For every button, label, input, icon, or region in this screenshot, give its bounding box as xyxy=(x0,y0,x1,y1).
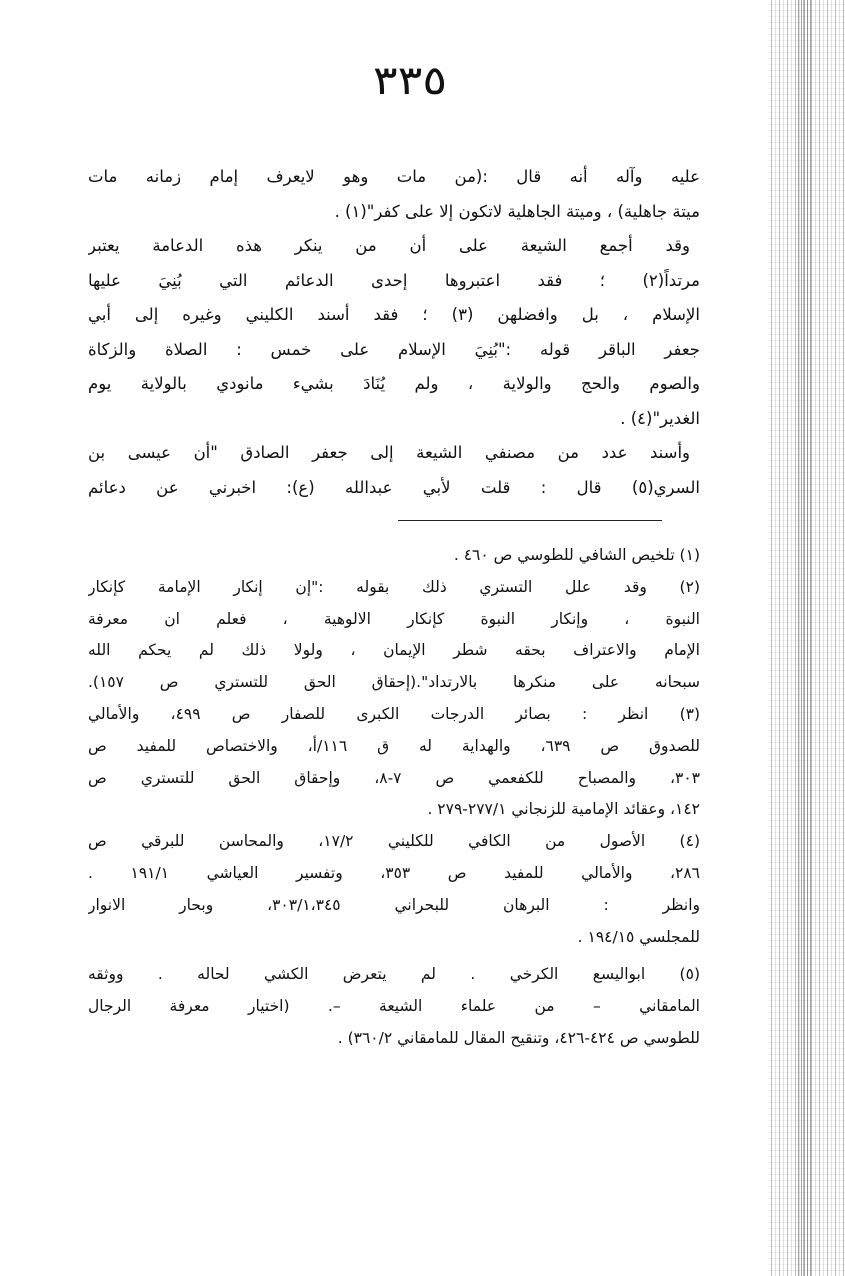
footnote-line: للمجلسي ١٩٤/١٥ . xyxy=(577,927,700,946)
text-line: عليه وآله أنه قال :(من مات وهو لايعرف إمام زمانه مات xyxy=(88,167,700,186)
text-line: السري(٥) قال : قلت لأبي عبدالله (ع): اخبرني عن دعائم xyxy=(88,477,700,497)
footnote-line: المامقاني – من علماء الشيعة –. (اختيار معرفة الرجال xyxy=(88,997,700,1016)
footnote-line: (٢) وقد علل التستري ذلك بقوله :"إن إنكار الإمامة كإنكار xyxy=(88,577,700,596)
footnote-line: (١) تلخيص الشافي للطوسي ص ٤٦٠ . xyxy=(453,546,700,564)
footnote-divider xyxy=(398,520,662,521)
footnote-line: النبوة ، وإنكار النبوة كإنكار الالوهية ، فعلم ان معرفة xyxy=(88,609,700,628)
scan-binding-edge xyxy=(768,0,845,1276)
footnote-line: (٥) ابواليسع الكرخي . لم يتعرض الكشي لحاله . ووثقه xyxy=(88,965,700,984)
footnote-line: ١٤٢، وعقائد الإمامية للزنجاني ٢٧٧/١-٢٧٩ . xyxy=(427,800,700,819)
text-line: والصوم والحج والولاية ، ولم يُنَادَ بشيء مانودي بالولاية يوم xyxy=(88,374,700,393)
text-line: ميتة جاهلية) ، وميتة الجاهلية لاتكون إلا على كفر"(١) . xyxy=(334,201,700,221)
text-line: وقد أجمع الشيعة على أن من ينكر هذه الدعامة يعتبر xyxy=(88,236,690,255)
text-line: جعفر الباقر قوله :"بُنِيَ الإسلام على خمس : الصلاة والزكاة xyxy=(88,339,700,359)
text-line: الغدير"(٤) . xyxy=(620,408,700,428)
footnote-line: ٢٨٦، والأمالي للمفيد ص ٣٥٣، وتفسير العياشي ١٩١/١ . xyxy=(88,863,700,882)
text-line: وأسند عدد من مصنفي الشيعة إلى جعفر الصادق "أن عيسى بن xyxy=(88,443,690,462)
footnote-line: الإمام والاعتراف بحقه شطر الإيمان ، ولولا ذلك لم يحكم الله xyxy=(88,641,700,660)
footnote-line: وانظر : البرهان للبحراني ٣٠٣/١،٣٤٥، وبحار الانوار xyxy=(88,895,700,914)
footnote-line: ٣٠٣، والمصباح للكفعمي ص ٧-٨، وإحقاق الحق للتستري ص xyxy=(88,768,700,787)
text-line: مرتداً(٢) ؛ فقد اعتبروها إحدى الدعائم التي بُنِيَ عليها xyxy=(88,270,700,290)
text-line: الإسلام ، بل وافضلهن (٣) ؛ فقد أسند الكليني وغيره إلى أبي xyxy=(88,305,700,324)
footnote-line: (٤) الأصول من الكافي للكليني ١٧/٢، والمحاسن للبرقي ص xyxy=(88,832,700,851)
footnote-line: للطوسي ص ٤٢٤-٤٢٦، وتنقيح المقال للمامقاني ٣٦٠/٢) . xyxy=(337,1028,700,1047)
footnote-line: للصدوق ص ٦٣٩، والهداية له ق ١١٦/أ، والاختصاص للمفيد ص xyxy=(88,736,700,755)
main-text xyxy=(88,160,700,505)
footnote-line: سبحانه على منكرها بالارتداد".(إحقاق الحق للتستري ص ١٥٧). xyxy=(88,673,700,692)
footnote-line: (٣) انظر : بصائر الدرجات الكبرى للصفار ص ٤٩٩، والأمالي xyxy=(88,704,700,723)
page-number: ٣٣٥ xyxy=(372,58,448,104)
footnotes xyxy=(88,540,700,1055)
